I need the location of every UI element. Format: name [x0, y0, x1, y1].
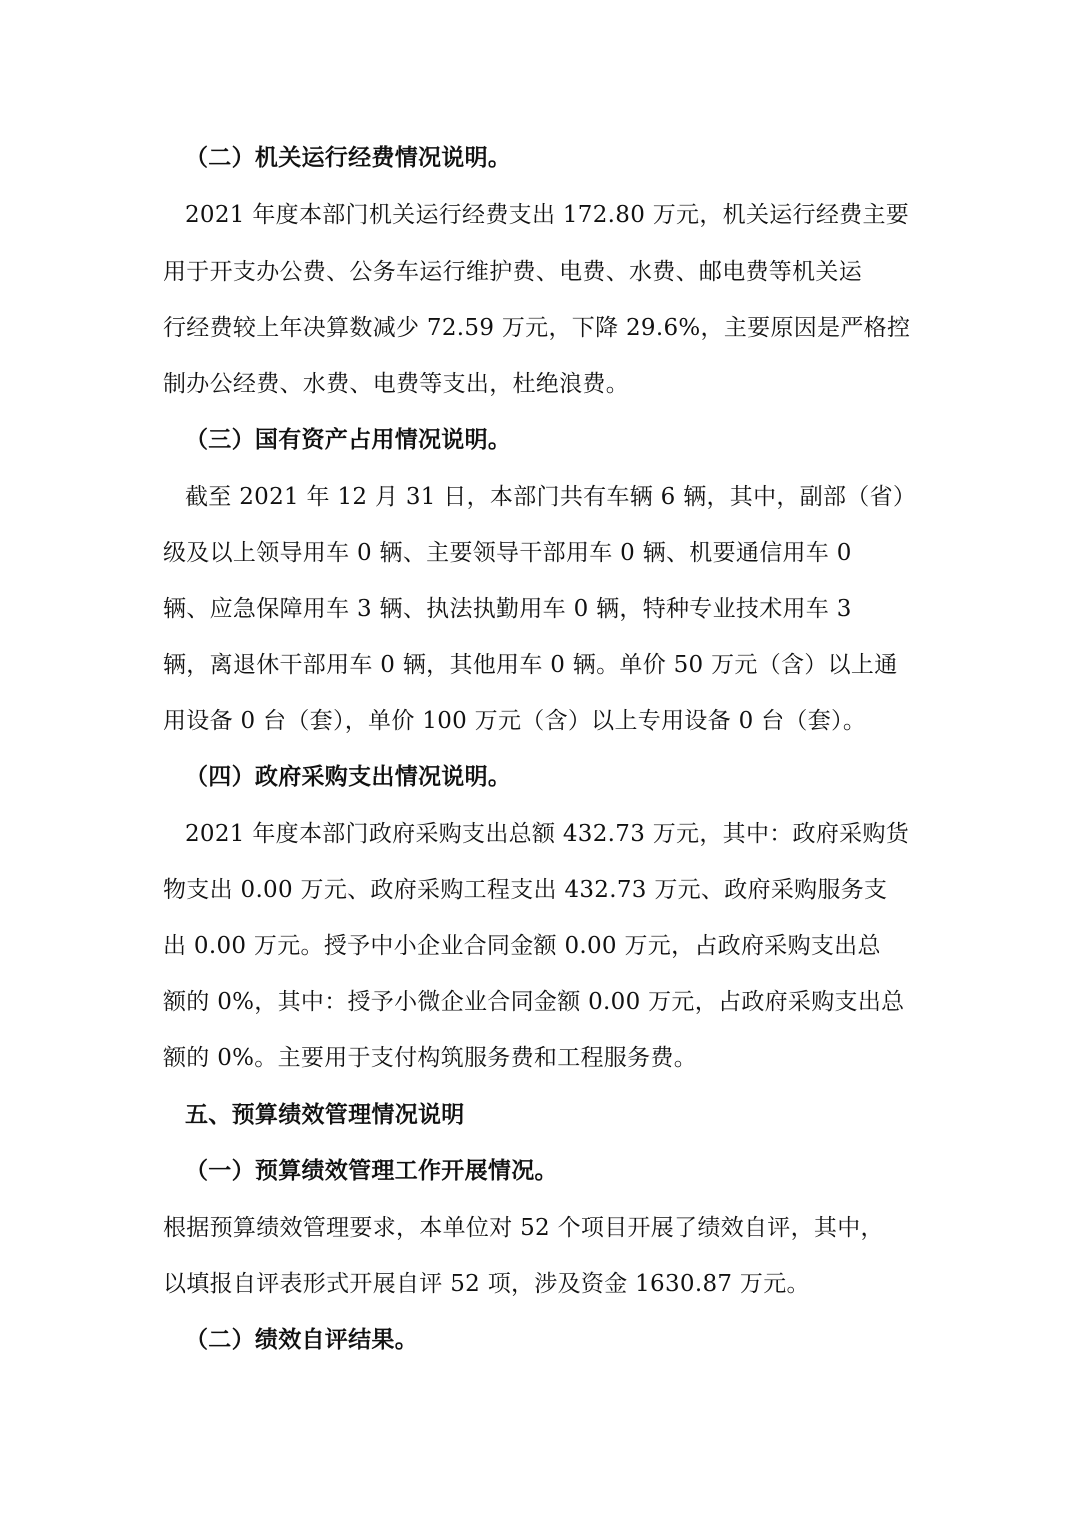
paragraph-line: 2021 年度本部门政府采购支出总额 432.73 万元，其中：政府采购货 [185, 821, 910, 847]
paragraph-line: 用设备 0 台（套），单价 100 万元（含）以上专用设备 0 台（套）。 [163, 708, 867, 734]
paragraph-line: 以填报自评表形式开展自评 52 项，涉及资金 1630.87 万元。 [163, 1271, 810, 1297]
paragraph-line: 截至 2021 年 12 月 31 日，本部门共有车辆 6 辆，其中，副部（省） [185, 484, 917, 510]
chapter-heading-performance: 五、预算绩效管理情况说明 [185, 1101, 465, 1128]
paragraph-line: 制办公经费、水费、电费等支出，杜绝浪费。 [163, 371, 629, 397]
paragraph-line: 出 0.00 万元。授予中小企业合同金额 0.00 万元，占政府采购支出总 [163, 933, 881, 959]
paragraph-line: 级及以上领导用车 0 辆、主要领导干部用车 0 辆、机要通信用车 0 [163, 540, 852, 566]
paragraph-line: 物支出 0.00 万元、政府采购工程支出 432.73 万元、政府采购服务支 [163, 877, 888, 903]
paragraph-line: 根据预算绩效管理要求，本单位对 52 个项目开展了绩效自评，其中， [163, 1215, 884, 1241]
paragraph-line: 2021 年度本部门机关运行经费支出 172.80 万元，机关运行经费主要 [185, 202, 910, 228]
section-heading-procurement: （四）政府采购支出情况说明。 [185, 763, 512, 790]
section-heading-performance-work: （一）预算绩效管理工作开展情况。 [185, 1157, 558, 1184]
paragraph-line: 额的 0%。主要用于支付构筑服务费和工程服务费。 [163, 1045, 697, 1071]
section-heading-self-evaluation: （二）绩效自评结果。 [185, 1326, 418, 1353]
paragraph-line: 行经费较上年决算数减少 72.59 万元，下降 29.6%，主要原因是严格控 [163, 315, 911, 341]
paragraph-line: 辆，离退休干部用车 0 辆，其他用车 0 辆。单价 50 万元（含）以上通 [163, 652, 898, 678]
section-heading-operating-expenses: （二）机关运行经费情况说明。 [185, 144, 512, 171]
section-heading-state-assets: （三）国有资产占用情况说明。 [185, 426, 512, 453]
paragraph-line: 辆、应急保障用车 3 辆、执法执勤用车 0 辆，特种专业技术用车 3 [163, 596, 852, 622]
paragraph-line: 额的 0%，其中：授予小微企业合同金额 0.00 万元，占政府采购支出总 [163, 989, 905, 1015]
paragraph-line: 用于开支办公费、公务车运行维护费、电费、水费、邮电费等机关运 [163, 259, 862, 285]
